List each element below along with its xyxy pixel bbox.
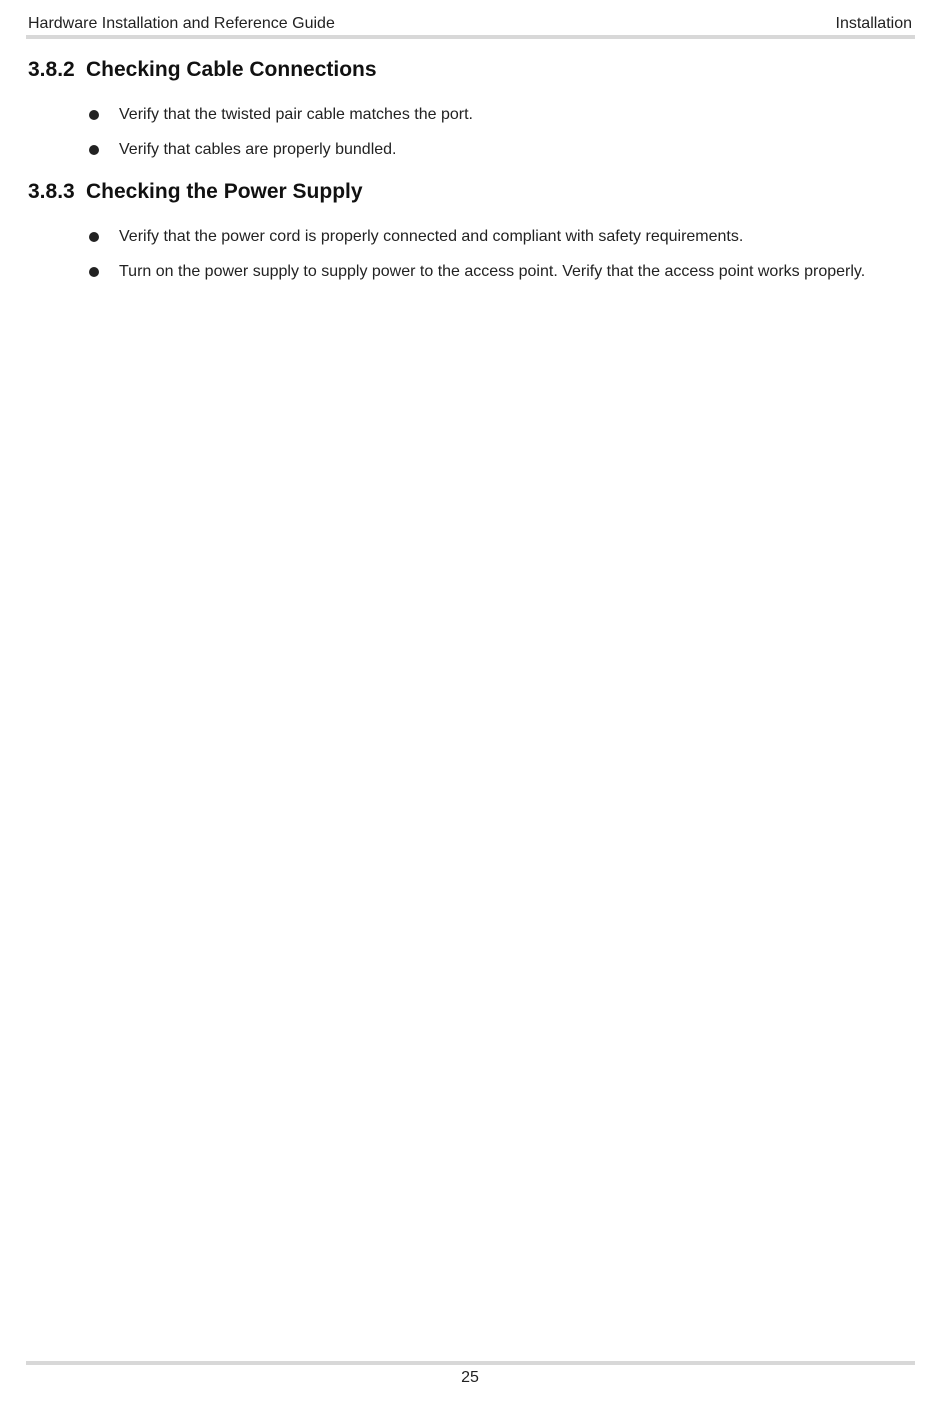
bullet-icon bbox=[89, 110, 99, 120]
section-3-8-3 bbox=[28, 179, 918, 297]
page-header bbox=[28, 14, 912, 34]
list-item bbox=[28, 227, 918, 247]
list-item-text: Turn on the power supply to supply power to the access point. Verify that the access point works properly. bbox=[119, 263, 866, 280]
bullet-icon bbox=[89, 232, 99, 242]
list-item-text: Verify that the power cord is properly connected and compliant with safety requirements. bbox=[119, 228, 744, 245]
section-3-8-2 bbox=[28, 57, 918, 175]
section-heading bbox=[28, 57, 918, 83]
document-title: Hardware Installation and Reference Guide bbox=[28, 15, 335, 32]
list-item-text: Verify that cables are properly bundled. bbox=[119, 141, 397, 158]
footer-divider bbox=[26, 1361, 915, 1365]
page-number: 25 bbox=[461, 1369, 479, 1386]
header-divider bbox=[26, 35, 915, 39]
bullet-icon bbox=[89, 145, 99, 155]
section-title-text: Checking Cable Connections bbox=[86, 58, 377, 81]
chapter-title: Installation bbox=[835, 15, 912, 32]
bullet-list bbox=[28, 105, 918, 160]
bullet-icon bbox=[89, 267, 99, 277]
list-item bbox=[28, 262, 918, 282]
list-item-text: Verify that the twisted pair cable matches the port. bbox=[119, 106, 473, 123]
section-title-text: Checking the Power Supply bbox=[86, 180, 363, 203]
bullet-list bbox=[28, 227, 918, 282]
list-item bbox=[28, 105, 918, 125]
list-item bbox=[28, 140, 918, 160]
section-number: 3.8.2 bbox=[28, 58, 75, 81]
section-heading bbox=[28, 179, 918, 205]
section-number: 3.8.3 bbox=[28, 180, 75, 203]
